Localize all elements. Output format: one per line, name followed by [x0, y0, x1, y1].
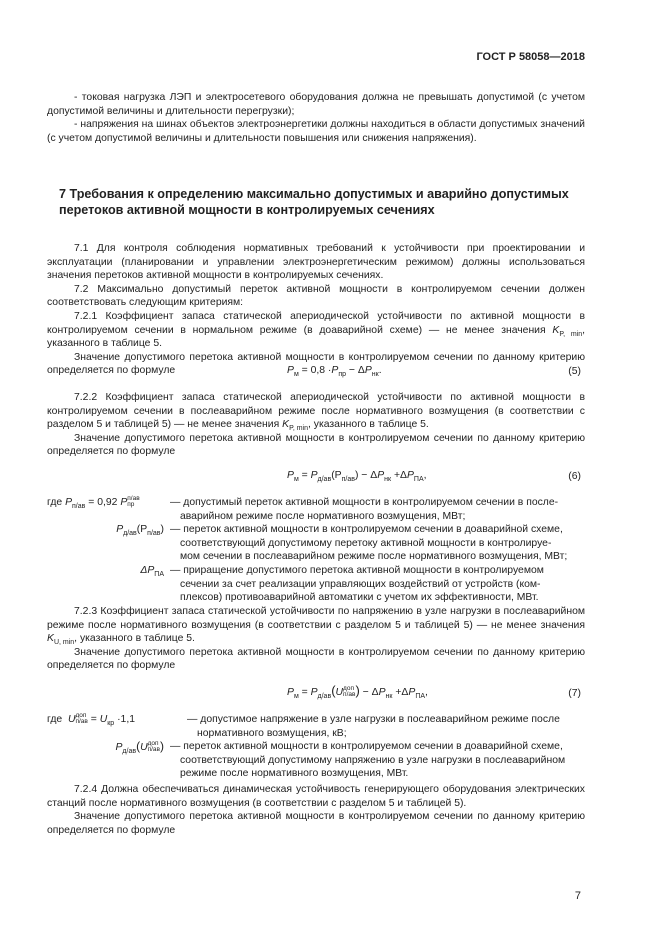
- where-symbol: где $P_{п/ав} = 0,92$ Pп/ав пр: [47, 495, 140, 511]
- document-page: [47, 0, 585, 935]
- where-description: — переток активной мощности в контролируемом сечении в доаварийной схеме, соответствующий допустимому перетоку активной мощности в контролируе- мом сечении в послеаварийном режиме после нормативного возмущения, МВт;: [170, 524, 568, 563]
- section-body: [47, 242, 585, 378]
- paragraph-7-2-3: 7.2.3 Коэффициент запаса статической устойчивости по напряжению в узле нагрузки в послеаварийном режиме после нормативного возмущения (в соответствии с разделом 5 и таблицей 5) — не менее значения $K_{U, min}$, указанного в таблице 5.: [47, 606, 585, 647]
- intro-list: [47, 91, 585, 145]
- where-description: — допустимый переток активной мощности в контролируемом сечении в после- аварийном режиме после нормативного возмущения, МВт;: [170, 497, 559, 522]
- paragraph-7-2-2: 7.2.2 Коэффициент запаса статической апериодической устойчивости по активной мощности в контролируемом сечении в послеаварийном режиме после нормативного возмущения (в соответствии с разделом 5 и таблицей 5) — не менее значения $K_{P, min}$, указанного в таблице 5.: [47, 392, 585, 433]
- paragraph-7-1: 7.1 Для контроля соблюдения нормативных требований к устойчивости при проектировании и эксплуатации (планировании и управлении электроэнергетическим режимом) должны использоваться значения перетоков активной мощности в контролируемых сечениях.: [47, 243, 585, 282]
- formula-6: $P_м = P_{д/ав}(P_{п/ав}) - \Delta P_{нк} +\Delta P_{ПА}$,: [287, 470, 427, 484]
- value-by-formula-text: Значение допустимого перетока активной мощности в контролируемом сечении по данному критерию определяется по формуле: [47, 432, 585, 458]
- section-title: 7 Требования к определению максимально допустимых и аварийно допустимых перетоков активной мощности в контролируемых сечениях: [59, 187, 569, 217]
- formula-5-number: (5): [568, 366, 581, 377]
- standard-header: ГОСТ Р 58058—2018: [476, 51, 585, 63]
- value-by-formula-text: Значение допустимого перетока активной мощности в контролируемом сечении по данному критерию определяется по формуле: [47, 351, 585, 377]
- list-item: - напряжения на шинах объектов электроэнергетики должны находиться в области допустимых значений (с учетом допустимой величины и длительности повышения или снижения напряжения).: [47, 119, 585, 144]
- where-description: — допустимое напряжение в узле нагрузки в послеаварийном режиме после нормативного возмущения, кВ;: [187, 714, 560, 739]
- list-item: - токовая нагрузка ЛЭП и электросетевого оборудования должна не превышать допустимой (с учетом допустимой величины и длительности перегрузки);: [47, 92, 585, 117]
- paragraph-block-7-2-2: [47, 391, 585, 459]
- formula-6-number: (6): [568, 471, 581, 482]
- where-description: — приращение допустимого перетока активной мощности в контролируемом сечении за счет реализации управляющих воздействий от устройств (ком- плексов) противоаварийной автоматики с учетом их эффективности, МВт.: [170, 565, 544, 604]
- paragraph-7-2-1: 7.2.1 Коэффициент запаса статической апериодической устойчивости по активной мощности в контролируемом сечении в нормальном режиме (в доаварийной схеме) — не менее значения $K_{P, min}$, указанного в таблице 5.: [47, 310, 586, 350]
- where-symbol: $P_{д/ав}(P_{п/ав})$: [116, 524, 164, 538]
- formula-7: $P_м$ = $P_{д/ав}(Uдоп$ $п/ав) - \Delta P_{нк} +\Delta P_{ПА}$,: [287, 683, 428, 701]
- where-symbol: $\Delta P_{ПА}$: [140, 565, 164, 579]
- page-number: 7: [574, 890, 581, 902]
- where-block-7: [47, 713, 585, 783]
- where-description: — переток активной мощности в контролируемом сечении в доаварийной схеме, соответствующий допустимому напряжению в узле нагрузки в послеаварийном режиме после нормативного возмущения, МВт.: [170, 741, 566, 780]
- formula-5: $P_м = 0,8 \cdot P_{пр} - \Delta P_{нк}$.: [287, 365, 382, 379]
- value-by-formula-text: Значение допустимого перетока активной мощности в контролируемом сечении по данному критерию определяется по формуле: [47, 646, 585, 672]
- paragraph-block-7-2-4: [47, 783, 585, 837]
- paragraph-block-7-2-3: [47, 605, 585, 673]
- formula-7-number: (7): [568, 688, 581, 699]
- paragraph-7-2-4: 7.2.4 Должна обеспечиваться динамическая устойчивость генерирующего оборудования электрических станций после нормативного возмущения (в соответствии с разделом 5 и таблицей 5).: [47, 784, 585, 809]
- value-by-formula-text: Значение допустимого перетока активной мощности в контролируемом сечении по данному критерию определяется по формуле: [47, 811, 585, 836]
- where-block-6: [47, 496, 585, 606]
- where-symbol: $P_{д/ав}(Uдоп$ п/ав): [115, 739, 164, 756]
- paragraph-7-2: 7.2 Максимально допустимый переток активной мощности в контролируемом сечении должен соответствовать следующим критериям:: [47, 283, 585, 309]
- where-symbol: где Uдоп $п/ав = U_{кр} \cdot 1,1$: [47, 712, 135, 728]
